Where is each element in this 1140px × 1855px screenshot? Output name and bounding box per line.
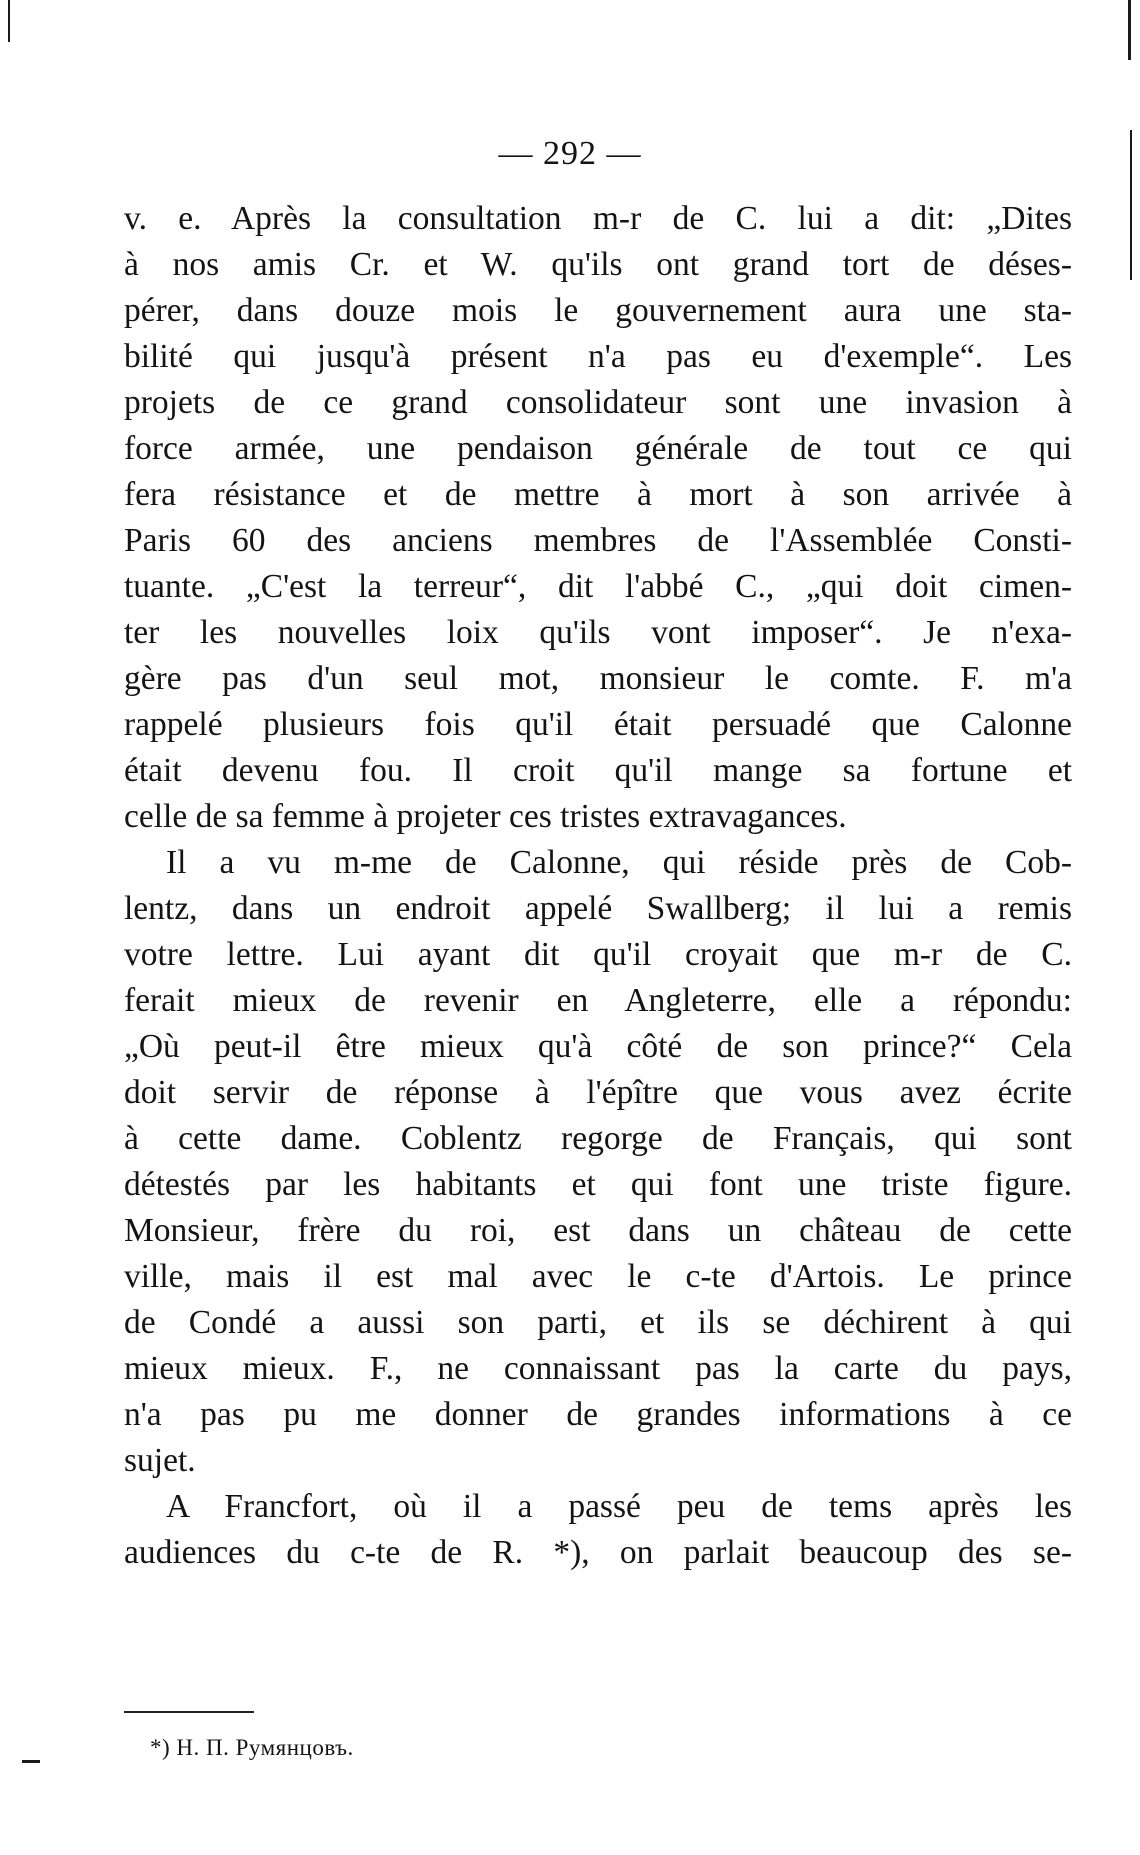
text-line: Il a vu m-me de Calonne, qui réside près de Cob- xyxy=(166,844,1072,881)
page-number: — 292 — xyxy=(498,135,642,172)
text-line: était devenu fou. Il croit qu'il mange sa fortune et xyxy=(124,752,1072,789)
footnote-divider xyxy=(124,1711,254,1713)
text-line: Monsieur, frère du roi, est dans un château de cette xyxy=(124,1212,1072,1249)
text-line: n'a pas pu me donner de grandes informations à ce xyxy=(124,1396,1072,1433)
text-line: ville, mais il est mal avec le c-te d'Artois. Le prince xyxy=(124,1258,1072,1295)
text-line: tuante. „C'est la terreur“, dit l'abbé C., „qui doit cimen- xyxy=(124,568,1072,605)
text-line: mieux mieux. F., ne connaissant pas la carte du pays, xyxy=(124,1350,1072,1387)
body-text xyxy=(124,196,1072,1576)
footnote: *) Н. П. Румянцовъ. xyxy=(150,1735,354,1760)
text-line: détestés par les habitants et qui font une triste figure. xyxy=(124,1166,1072,1203)
scan-edge-mark-bottom-left xyxy=(22,1760,40,1763)
text-line: fera résistance et de mettre à mort à son arrivée à xyxy=(124,476,1072,513)
text-line: Paris 60 des anciens membres de l'Assemblée Consti- xyxy=(124,522,1072,559)
text-line: sujet. xyxy=(124,1442,196,1479)
text-line: ferait mieux de revenir en Angleterre, elle a répondu: xyxy=(124,982,1072,1019)
text-line: projets de ce grand consolidateur sont une invasion à xyxy=(124,384,1072,421)
text-line: de Condé a aussi son parti, et ils se déchirent à qui xyxy=(124,1304,1072,1341)
text-line: force armée, une pendaison générale de tout ce qui xyxy=(124,430,1072,467)
text-line: audiences du c-te de R. *), on parlait beaucoup des se- xyxy=(124,1534,1072,1571)
text-line: v. e. Après la consultation m-r de C. lui a dit: „Dites xyxy=(124,200,1072,237)
text-line: à nos amis Cr. et W. qu'ils ont grand tort de déses- xyxy=(124,246,1072,283)
text-line: lentz, dans un endroit appelé Swallberg; il lui a remis xyxy=(124,890,1072,927)
text-line: bilité qui jusqu'à présent n'a pas eu d'exemple“. Les xyxy=(124,338,1072,375)
text-line: votre lettre. Lui ayant dit qu'il croyait que m-r de C. xyxy=(124,936,1072,973)
text-line: „Où peut-il être mieux qu'à côté de son prince?“ Cela xyxy=(124,1028,1072,1065)
text-line: à cette dame. Coblentz regorge de Français, qui sont xyxy=(124,1120,1072,1157)
text-line: doit servir de réponse à l'épître que vous avez écrite xyxy=(124,1074,1072,1111)
text-line: A Francfort, où il a passé peu de tems après les xyxy=(166,1488,1072,1525)
text-line: pérer, dans douze mois le gouvernement aura une sta- xyxy=(124,292,1072,329)
text-line: ter les nouvelles loix qu'ils vont imposer“. Je n'exa- xyxy=(124,614,1072,651)
scan-edge-mark-left xyxy=(8,0,10,42)
text-line: gère pas d'un seul mot, monsieur le comte. F. m'a xyxy=(124,660,1072,697)
scan-edge-mark-right xyxy=(1128,0,1131,60)
text-line: rappelé plusieurs fois qu'il était persuadé que Calonne xyxy=(124,706,1072,743)
text-line: celle de sa femme à projeter ces tristes extravagances. xyxy=(124,798,847,835)
